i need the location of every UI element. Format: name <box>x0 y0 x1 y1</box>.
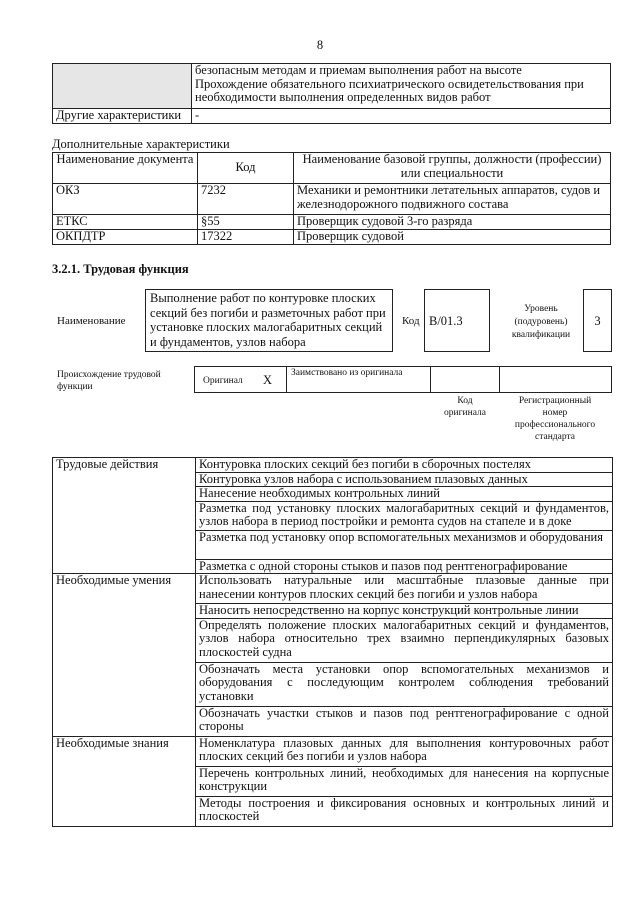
code-label: Код <box>402 315 420 327</box>
top-table-line: безопасным методам и приемам выполнения работ на высоте <box>195 63 522 77</box>
additional-header: Наименование базовой группы, должности (профессии) или специальности <box>294 153 611 184</box>
action-item: Разметка с одной стороны стыков и пазов под рентгенографирование <box>196 559 613 574</box>
level-value: 3 <box>594 314 601 328</box>
code-value: B/01.3 <box>429 314 463 328</box>
additional-cell: 17322 <box>198 230 294 245</box>
borrowed-label: Заимствовано из оригинала <box>291 368 403 378</box>
additional-cell: 7232 <box>198 184 294 215</box>
origin-label: Происхождение трудовой функции <box>57 370 161 392</box>
additional-cell: ЕТКС <box>53 215 198 230</box>
action-item: Контуровка плоских секций без погиби в сборочных постелях <box>196 458 613 473</box>
action-item: Нанесение необходимых контрольных линий <box>196 487 613 502</box>
top-table-text-cell <box>192 64 611 109</box>
other-characteristics-label: Другие характеристики <box>53 109 192 124</box>
skill-item: Обозначать места установки опор вспомогательных механизмов и оборудования с последующим контролем соблюдения требований установки <box>196 662 613 706</box>
original-label: Оригинал <box>203 376 243 386</box>
level-box <box>583 289 612 352</box>
additional-cell: Механики и ремонтники летательных аппаратов, судов и железнодорожного подвижного состава <box>294 184 611 215</box>
name-label: Наименование <box>57 315 126 327</box>
top-table-label-cell <box>53 64 192 109</box>
additional-header: Код <box>198 153 294 184</box>
skill-item: Обозначать участки стыков и пазов под рентгенографирование с одной стороны <box>196 706 613 736</box>
top-table <box>52 63 611 124</box>
other-characteristics-value: - <box>192 109 611 124</box>
additional-cell: Проверщик судовой 3-го разряда <box>294 215 611 230</box>
action-item: Разметка под установку плоских малогабаритных секций и фундаментов, узлов набора в период постройки и ремонта судов на стапеле и в доке <box>196 501 613 530</box>
function-name-box <box>145 289 393 352</box>
additional-cell: Проверщик судовой <box>294 230 611 245</box>
function-name-text: Выполнение работ по контуровке плоских секций без погиби и разметочных работ при установке плоских малогабаритных секций и фундаментов, узлов набора <box>150 291 386 349</box>
additional-cell: §55 <box>198 215 294 230</box>
action-item: Контуровка узлов набора с использованием плазовых данных <box>196 472 613 487</box>
section-label-skills: Необходимые умения <box>53 574 196 737</box>
additional-title: Дополнительные характеристики <box>52 137 230 151</box>
action-item: Разметка под установку опор вспомогательных механизмов и оборудования <box>196 530 613 559</box>
original-mark: X <box>263 373 273 387</box>
section-label-actions: Трудовые действия <box>53 458 196 574</box>
section-label-knowledge: Необходимые знания <box>53 736 196 826</box>
additional-cell: ОКЗ <box>53 184 198 215</box>
top-table-line: Прохождение обязательного психиатрического освидетельствования при необходимости выполнения определенных видов работ <box>195 76 584 104</box>
skill-item: Определять положение плоских малогабаритных секций и фундаментов, узлов набора относительно трех взаимно перпендикулярных базовых плоскостей судна <box>196 618 613 662</box>
code-original-caption: Код оригинала <box>444 396 486 418</box>
function-heading: 3.2.1. Трудовая функция <box>52 262 189 276</box>
code-box <box>424 289 490 352</box>
function-details-table <box>52 457 613 827</box>
level-label: Уровень (подуровень) квалификации <box>511 304 571 340</box>
knowledge-item: Перечень контрольных линий, необходимых для нанесения на корпусные конструкции <box>196 766 613 796</box>
page-number: 8 <box>316 38 324 52</box>
skill-item: Использовать натуральные или масштабные плазовые данные при нанесении контуров плоских секций без погиби и узлов набора <box>196 574 613 604</box>
skill-item: Наносить непосредственно на корпус конструкций контрольные линии <box>196 604 613 619</box>
additional-table <box>52 152 611 245</box>
additional-cell: ОКПДТР <box>53 230 198 245</box>
reg-number-caption: Регистрационный номер профессионального стандарта <box>514 396 596 442</box>
knowledge-item: Номенклатура плазовых данных для выполнения контуровочных работ плоских секций без погиби и узлов набора <box>196 736 613 766</box>
knowledge-item: Методы построения и фиксирования основных и контрольных линий и плоскостей <box>196 796 613 826</box>
additional-header: Наименование документа <box>53 153 198 184</box>
